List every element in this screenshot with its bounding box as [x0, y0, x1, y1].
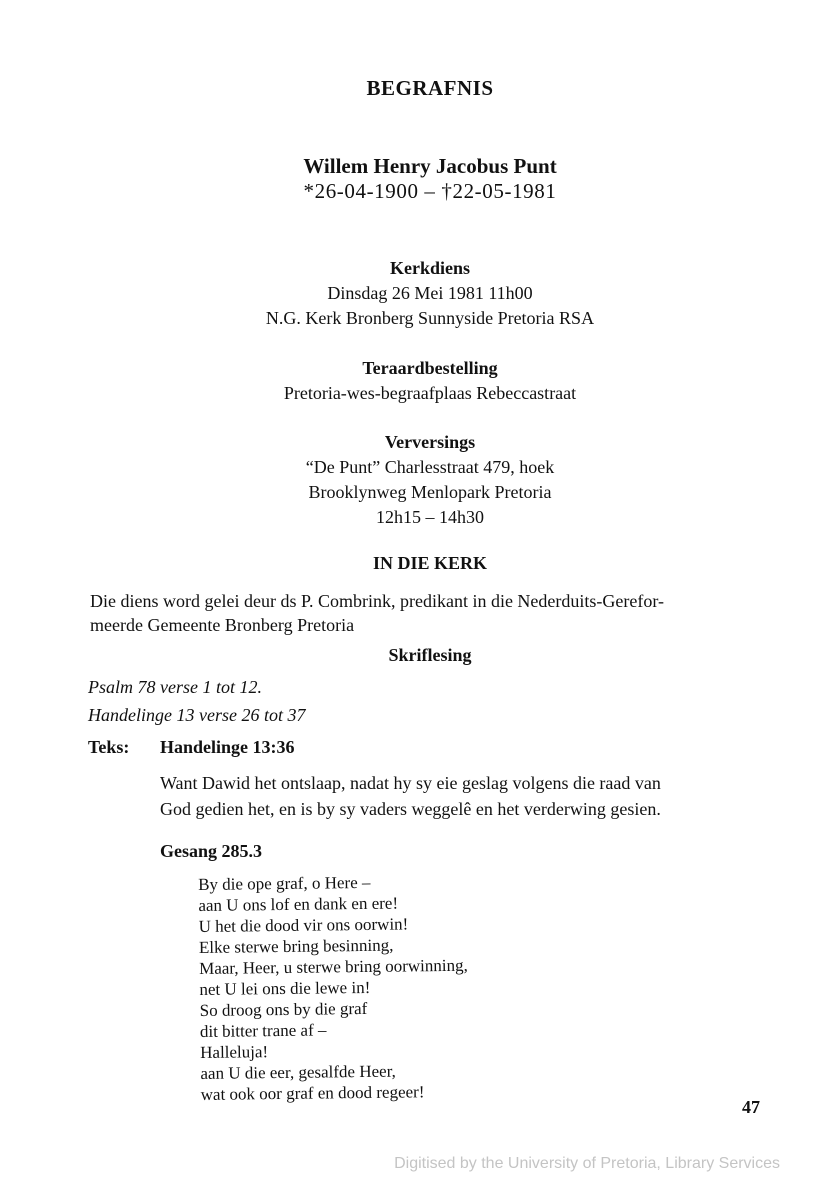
teks-line-1: Want Dawid het ontslaap, nadat hy sy eie geslag volgens die raad van: [160, 773, 661, 793]
hymn-line: Maar, Heer, u sterwe bring oorwinning,: [199, 955, 468, 978]
hymn-line: By die ope graf, o Here –: [198, 872, 371, 894]
page-title: BEGRAFNIS: [366, 76, 494, 100]
hymn-line: wat ook oor graf en dood regeer!: [200, 1082, 425, 1104]
teks-reference: Handelinge 13:36: [160, 737, 295, 757]
gesang-heading: Gesang 285.3: [160, 841, 263, 861]
kerkdiens-heading: Kerkdiens: [389, 258, 470, 278]
deceased-name: Willem Henry Jacobus Punt: [303, 154, 557, 178]
kerkdiens-date: Dinsdag 26 Mei 1981 11h00: [327, 283, 533, 303]
teks-line-2: God gedien het, en is by sy vaders weggelê en het verderwing gesien.: [160, 799, 661, 819]
hymn-line: Elke sterwe bring besinning,: [198, 935, 394, 957]
hymn-line: aan U die eer, gesalfde Heer,: [200, 1061, 396, 1083]
in-die-kerk-heading: IN DIE KERK: [372, 553, 488, 573]
service-intro: [90, 589, 770, 637]
service-intro-line-1: Die diens word gelei deur ds P. Combrink, predikant in die Nederduits-Gerefor-: [90, 591, 664, 611]
page-number: 47: [742, 1097, 760, 1117]
hymn-line: U het die dood vir ons oorwin!: [198, 914, 409, 936]
teks-text: [160, 770, 770, 822]
verversings-address-line-2: Brooklynweg Menlopark Pretoria: [308, 482, 552, 502]
kerkdiens-location: N.G. Kerk Bronberg Sunnyside Pretoria RSA: [265, 308, 595, 328]
kerkdiens-section: [0, 256, 840, 331]
hymn-line: aan U ons lof en dank en ere!: [198, 893, 399, 915]
verversings-time: 12h15 – 14h30: [376, 507, 484, 527]
digitisation-footer: Digitised by the University of Pretoria, Library Services: [394, 1155, 780, 1172]
hymn-line: So droog ons by die graf: [199, 998, 368, 1020]
verversings-heading: Verversings: [384, 432, 476, 452]
reading-handelinge: Handelinge 13 verse 26 tot 37: [88, 705, 306, 725]
teraardbestelling-heading: Teraardbestelling: [362, 358, 498, 378]
teraardbestelling-location: Pretoria-wes-begraafplaas Rebeccastraat: [283, 383, 577, 403]
verversings-section: [0, 430, 840, 530]
service-intro-line-2: meerde Gemeente Bronberg Pretoria: [90, 615, 355, 635]
reading-psalm: Psalm 78 verse 1 tot 12.: [88, 677, 262, 697]
deceased-dates: *26-04-1900 – †22-05-1981: [303, 179, 557, 203]
hymn-line: net U lei ons die lewe in!: [199, 977, 371, 999]
teks-label: Teks:: [88, 737, 130, 757]
hymn-verse: [198, 871, 469, 1105]
skriflesing-heading: Skriflesing: [388, 645, 472, 665]
hymn-line: dit bitter trane af –: [199, 1020, 327, 1041]
teraardbestelling-section: [0, 356, 840, 406]
hymn-line: Halleluja!: [200, 1042, 269, 1062]
verversings-address-line-1: “De Punt” Charlesstraat 479, hoek: [305, 457, 555, 477]
